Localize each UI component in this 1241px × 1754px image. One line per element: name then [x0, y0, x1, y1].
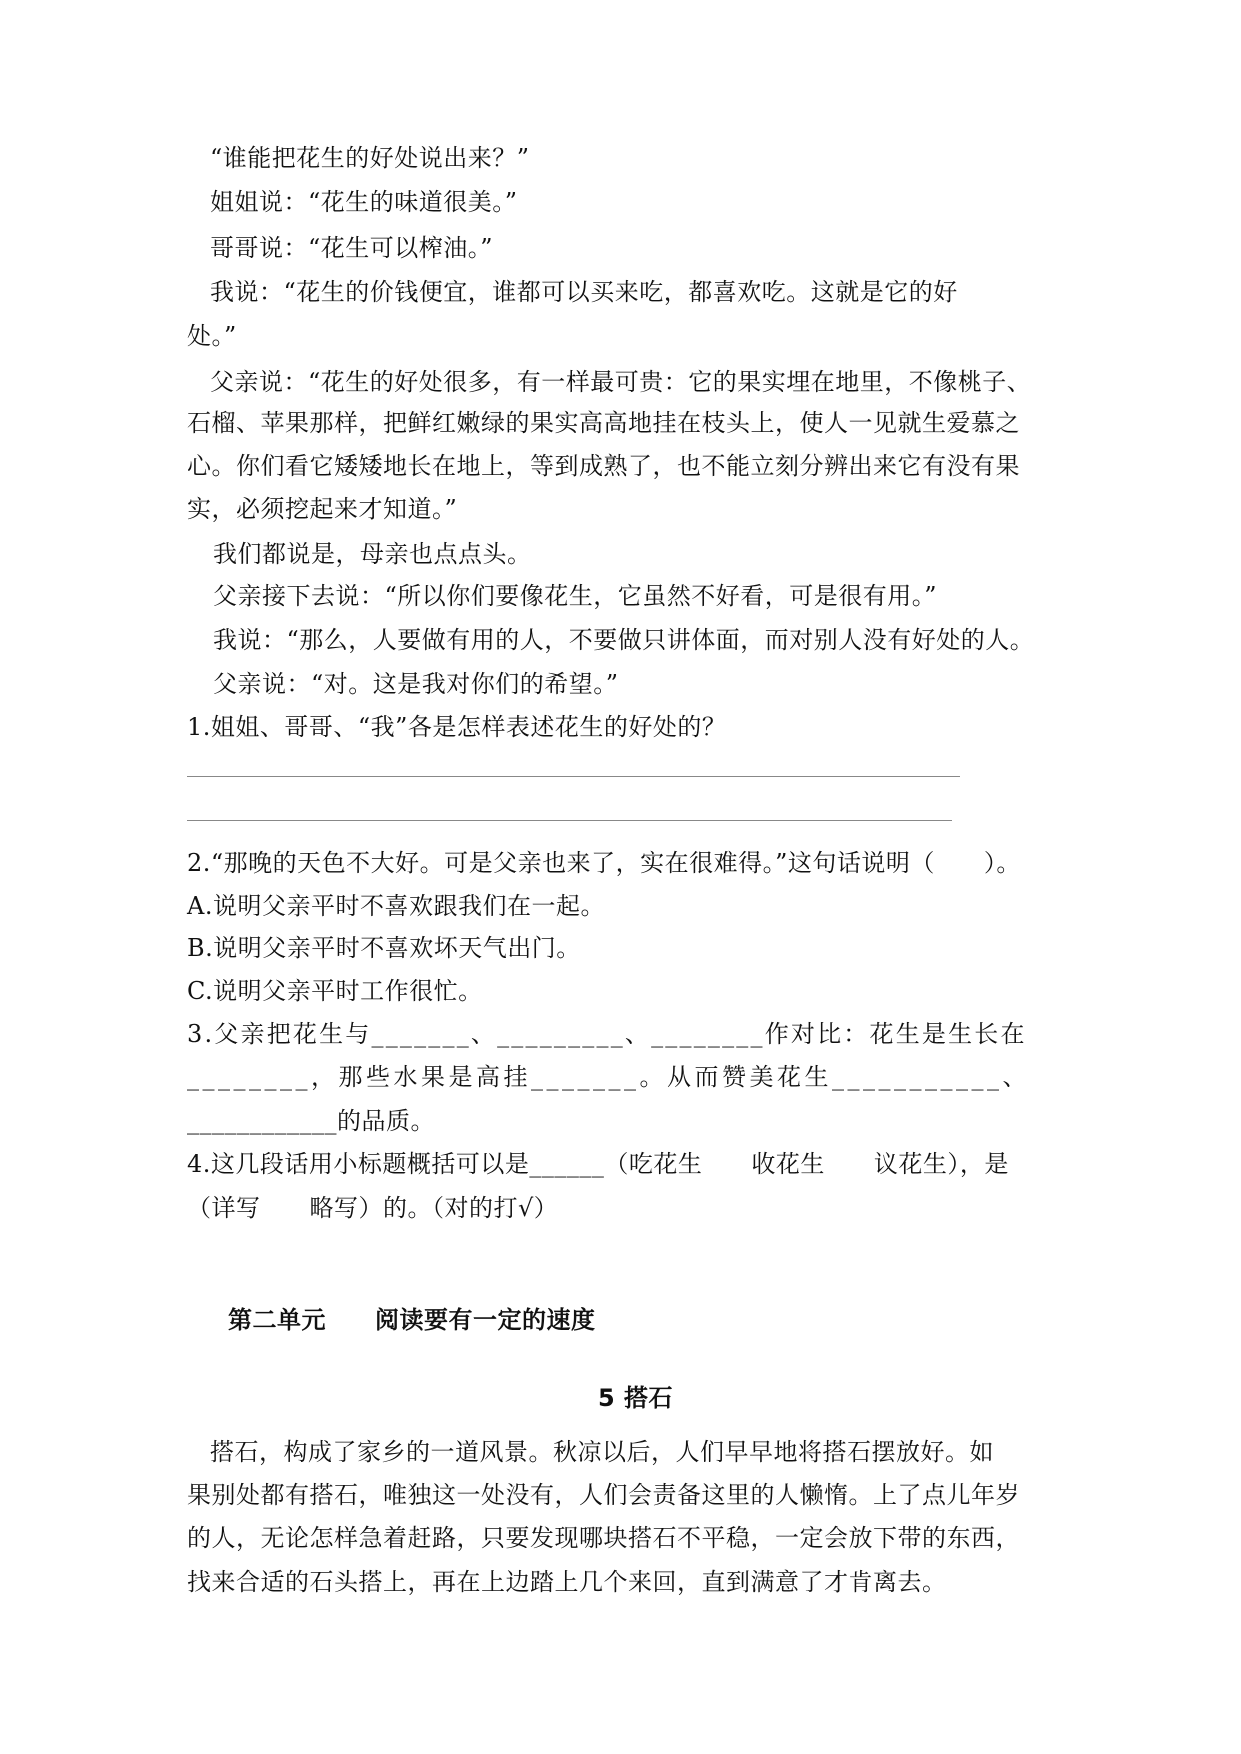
paragraph-line: 父亲接下去说：“所以你们要像花生，它虽然不好看，可是很有用。”: [213, 582, 938, 610]
option-b: B.说明父亲平时不喜欢坏天气出门。: [187, 934, 581, 962]
unit-heading: 第二单元 阅读要有一定的速度: [228, 1306, 596, 1334]
paragraph-line: 石榴、苹果那样，把鲜红嫩绿的果实高高地挂在枝头上，使人一见就生爱慕之: [187, 409, 1020, 437]
paragraph-line: 实，必须挖起来才知道。”: [187, 495, 458, 523]
question-2: 2.“那晚的天色不大好。可是父亲也来了，实在很难得。”这句话说明（ ）。: [187, 849, 1021, 877]
option-c: C.说明父亲平时工作很忙。: [187, 977, 483, 1005]
paragraph-line: 我们都说是，母亲也点点头。: [213, 540, 532, 568]
paragraph-line: 姐姐说：“花生的味道很美。”: [210, 188, 518, 216]
question-3-cont: ____________的品质。: [187, 1107, 435, 1135]
question-1: 1.姐姐、哥哥、“我”各是怎样表述花生的好处的？: [187, 713, 727, 741]
lesson-title: 5 搭石: [597, 1384, 674, 1412]
question-3-cont: ________，那些水果是高挂_______。从而赞美花生___________、: [187, 1063, 1030, 1091]
answer-line[interactable]: [187, 776, 960, 777]
question-4-cont: （详写 略写）的。（对的打√）: [187, 1194, 559, 1222]
paragraph-line: “谁能把花生的好处说出来？”: [210, 144, 530, 172]
question-4: 4.这几段话用小标题概括可以是______（吃花生 收花生 议花生），是: [187, 1150, 1009, 1178]
paragraph-line: 父亲说：“对。这是我对你们的希望。”: [213, 670, 619, 698]
paragraph-line: 找来合适的石头搭上，再在上边踏上几个来回，直到满意了才肯离去。: [187, 1568, 947, 1596]
answer-line[interactable]: [187, 820, 952, 821]
paragraph-line: 果别处都有搭石，唯独这一处没有，人们会责备这里的人懒惰。上了点儿年岁: [187, 1481, 1020, 1509]
question-3: 3.父亲把花生与_______、_________、________作对比：花生是生长在: [187, 1020, 1027, 1048]
paragraph-line: 我说：“花生的价钱便宜，谁都可以买来吃，都喜欢吃。这就是它的好: [210, 278, 958, 306]
paragraph-line: 搭石，构成了家乡的一道风景。秋凉以后，人们早早地将搭石摆放好。如: [210, 1438, 994, 1466]
paragraph-line: 的人，无论怎样急着赶路，只要发现哪块搭石不平稳，一定会放下带的东西，: [187, 1524, 1020, 1552]
option-a: A.说明父亲平时不喜欢跟我们在一起。: [187, 892, 605, 920]
paragraph-line: 处。”: [187, 322, 237, 350]
paragraph-line: 父亲说：“花生的好处很多，有一样最可贵：它的果实埋在地里，不像桃子、: [210, 368, 1032, 396]
paragraph-line: 心。你们看它矮矮地长在地上，等到成熟了，也不能立刻分辨出来它有没有果: [187, 452, 1020, 480]
paragraph-line: 哥哥说：“花生可以榨油。”: [210, 234, 494, 262]
paragraph-line: 我说：“那么，人要做有用的人，不要做只讲体面，而对别人没有好处的人。: [213, 626, 1035, 654]
